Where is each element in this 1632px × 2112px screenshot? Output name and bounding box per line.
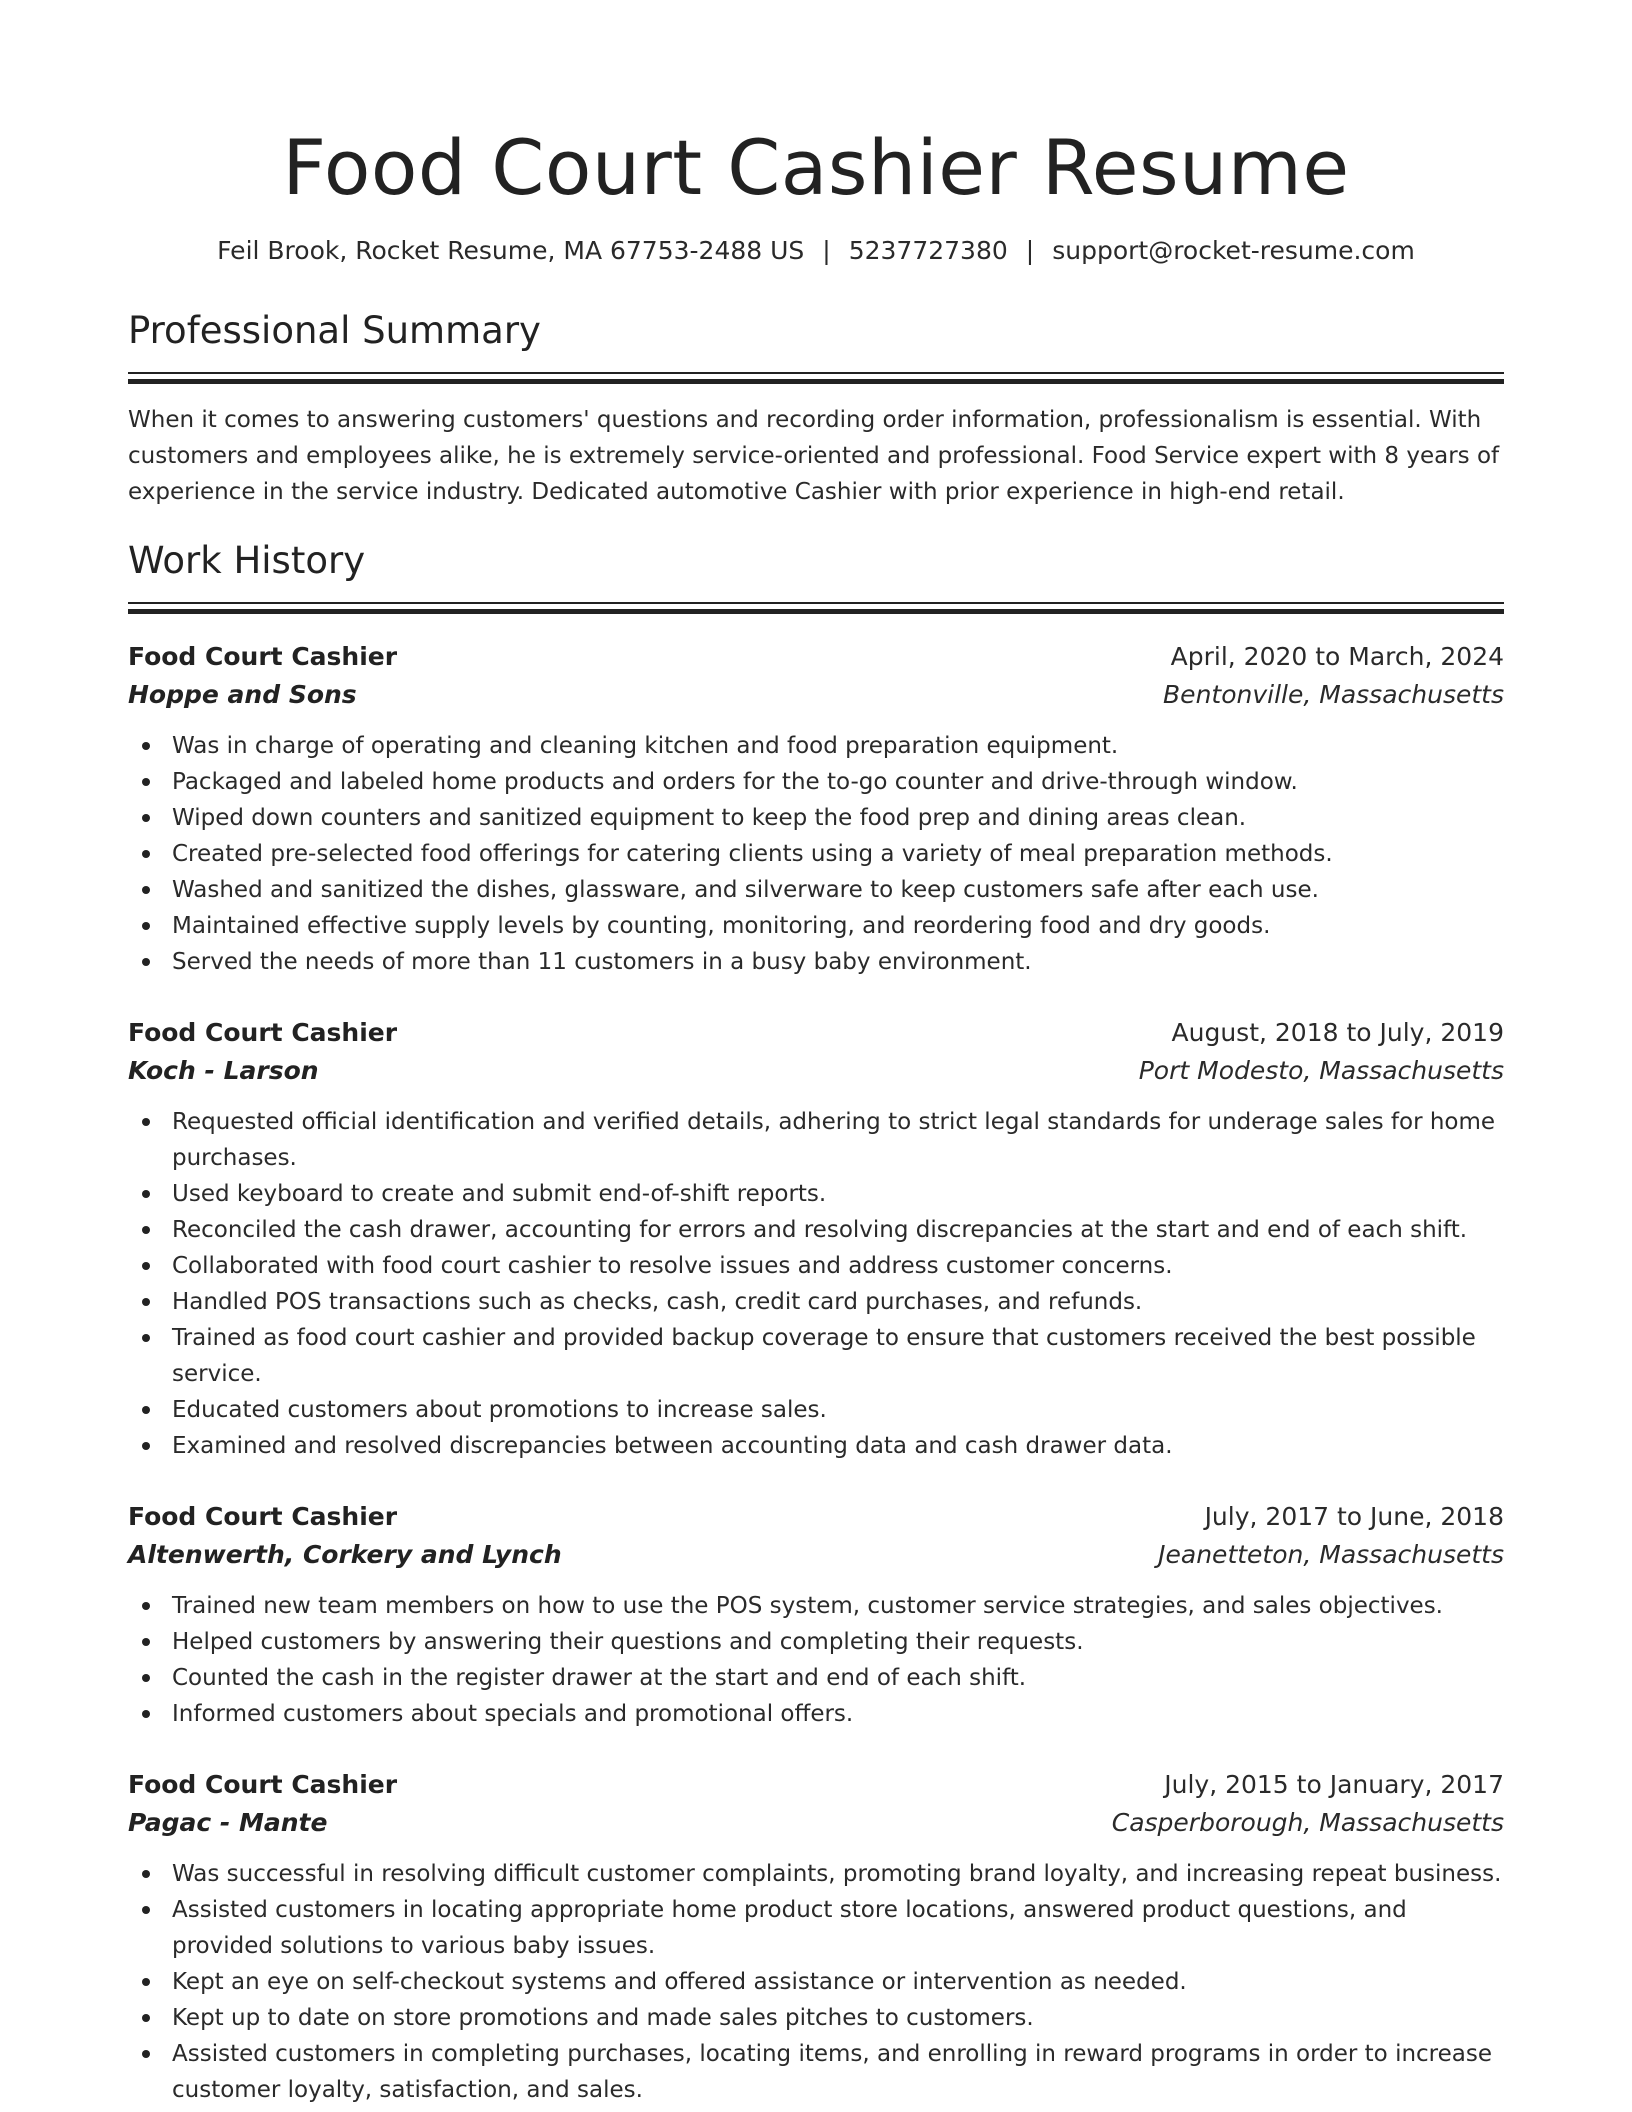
bullet-dot-icon	[142, 778, 150, 786]
professional-summary-section	[128, 308, 1504, 510]
job-bullet-item	[128, 1176, 1504, 1212]
job-company-row	[128, 1804, 1504, 1842]
job-bullet-item	[128, 800, 1504, 836]
job-company: Koch - Larson	[128, 1056, 319, 1085]
job-bullet-text: Requested official identification and verified details, adhering to strict legal standards for underage sales for home purchases.	[172, 1109, 1496, 1171]
job-bullet-text: Created pre-selected food offerings for catering clients using a variety of meal preparation methods.	[172, 841, 1333, 867]
job-list	[128, 638, 1504, 2108]
bullet-dot-icon	[142, 1870, 150, 1878]
contact-address: Feil Brook, Rocket Resume, MA 67753-2488 US	[217, 236, 805, 265]
job-header-row	[128, 1498, 1504, 1536]
job-company-row	[128, 1536, 1504, 1574]
job-bullet-item	[128, 1660, 1504, 1696]
bullet-dot-icon	[142, 1638, 150, 1646]
contact-email: support@rocket-resume.com	[1052, 236, 1415, 265]
section-heading-work: Work History	[128, 539, 366, 582]
job-company-row	[128, 1052, 1504, 1090]
job-bullet-item	[128, 1104, 1504, 1176]
bullet-dot-icon	[142, 1298, 150, 1306]
job-dates: July, 2015 to January, 2017	[1164, 1770, 1504, 1799]
job-bullet-text: Educated customers about promotions to increase sales.	[172, 1397, 827, 1423]
job-bullet-item	[128, 1892, 1504, 1964]
job-bullet-text: Used keyboard to create and submit end-of-shift reports.	[172, 1181, 827, 1207]
job-entry	[128, 1498, 1504, 1732]
bullet-dot-icon	[142, 1406, 150, 1414]
job-bullet-text: Was in charge of operating and cleaning kitchen and food preparation equipment.	[172, 733, 1119, 759]
job-bullet-item	[128, 2036, 1504, 2108]
bullet-dot-icon	[142, 2050, 150, 2058]
resume-title: Food Court Cashier Resume	[282, 123, 1350, 212]
job-bullet-item	[128, 1248, 1504, 1284]
job-bullet-item	[128, 944, 1504, 980]
job-company: Pagac - Mante	[128, 1808, 328, 1837]
contact-separator: |	[822, 236, 831, 265]
bullet-dot-icon	[142, 850, 150, 858]
bullet-dot-icon	[142, 1710, 150, 1718]
job-bullet-text: Helped customers by answering their questions and completing their requests.	[172, 1629, 1084, 1655]
job-bullet-text: Kept an eye on self-checkout systems and offered assistance or intervention as needed.	[172, 1969, 1187, 1995]
job-dates: April, 2020 to March, 2024	[1170, 642, 1504, 671]
job-bullet-item	[128, 1856, 1504, 1892]
job-bullet-text: Wiped down counters and sanitized equipment to keep the food prep and dining areas clean.	[172, 805, 1247, 831]
section-divider	[128, 372, 1504, 384]
job-company: Altenwerth, Corkery and Lynch	[128, 1540, 562, 1569]
job-bullet-item	[128, 872, 1504, 908]
bullet-dot-icon	[142, 742, 150, 750]
bullet-dot-icon	[142, 1906, 150, 1914]
job-bullet-text: Maintained effective supply levels by counting, monitoring, and reordering food and dry goods.	[172, 913, 1271, 939]
bullet-dot-icon	[142, 814, 150, 822]
job-bullet-text: Packaged and labeled home products and orders for the to-go counter and drive-through window.	[172, 769, 1298, 795]
job-entry	[128, 638, 1504, 980]
contact-line	[128, 234, 1504, 268]
job-bullet-list	[128, 1588, 1504, 1732]
job-bullet-item	[128, 836, 1504, 872]
bullet-dot-icon	[142, 1118, 150, 1126]
job-title: Food Court Cashier	[128, 1502, 398, 1531]
bullet-dot-icon	[142, 1190, 150, 1198]
bullet-dot-icon	[142, 1442, 150, 1450]
job-bullet-text: Counted the cash in the register drawer at the start and end of each shift.	[172, 1665, 1027, 1691]
job-bullet-text: Examined and resolved discrepancies between accounting data and cash drawer data.	[172, 1433, 1173, 1459]
job-dates: July, 2017 to June, 2018	[1204, 1502, 1504, 1531]
job-location: Bentonville, Massachusetts	[1163, 680, 1504, 709]
bullet-dot-icon	[142, 1978, 150, 1986]
bullet-dot-icon	[142, 1602, 150, 1610]
job-header-row	[128, 1014, 1504, 1052]
job-header-row	[128, 1766, 1504, 1804]
job-title: Food Court Cashier	[128, 1018, 398, 1047]
job-bullet-text: Was successful in resolving difficult customer complaints, promoting brand loyalty, and increasing repeat business.	[172, 1861, 1502, 1887]
job-bullet-item	[128, 728, 1504, 764]
job-bullet-item	[128, 1392, 1504, 1428]
job-dates: August, 2018 to July, 2019	[1171, 1018, 1504, 1047]
job-entry	[128, 1014, 1504, 1464]
job-bullet-item	[128, 1428, 1504, 1464]
bullet-dot-icon	[142, 1334, 150, 1342]
job-bullet-item	[128, 1624, 1504, 1660]
job-bullet-list	[128, 1104, 1504, 1464]
job-bullet-item	[128, 1696, 1504, 1732]
bullet-dot-icon	[142, 958, 150, 966]
job-bullet-item	[128, 908, 1504, 944]
job-bullet-text: Trained new team members on how to use the POS system, customer service strategies, and sales objectives.	[172, 1593, 1443, 1619]
work-history-section	[128, 538, 1504, 2108]
job-company-row	[128, 676, 1504, 714]
job-bullet-text: Kept up to date on store promotions and made sales pitches to customers.	[172, 2005, 1034, 2031]
job-bullet-text: Washed and sanitized the dishes, glassware, and silverware to keep customers safe after each use.	[172, 877, 1319, 903]
job-header-row	[128, 638, 1504, 676]
bullet-dot-icon	[142, 2014, 150, 2022]
job-title: Food Court Cashier	[128, 1770, 398, 1799]
job-bullet-text: Handled POS transactions such as checks, cash, credit card purchases, and refunds.	[172, 1289, 1143, 1315]
job-bullet-item	[128, 1320, 1504, 1392]
section-divider	[128, 602, 1504, 614]
job-bullet-text: Served the needs of more than 11 customers in a busy baby environment.	[172, 949, 1032, 975]
summary-paragraph: When it comes to answering customers' questions and recording order information, professionalism is essential. With customers and employees alike, he is extremely service-oriented and professional. Food Service expert with 8 years of experience in the service industry. Dedicated automotive Cashier with prior experience in high-end retail.	[128, 407, 1500, 505]
job-bullet-item	[128, 1964, 1504, 2000]
bullet-dot-icon	[142, 886, 150, 894]
job-bullet-list	[128, 728, 1504, 980]
job-bullet-text: Informed customers about specials and promotional offers.	[172, 1701, 854, 1727]
job-bullet-item	[128, 1212, 1504, 1248]
job-title: Food Court Cashier	[128, 642, 398, 671]
bullet-dot-icon	[142, 1674, 150, 1682]
job-bullet-item	[128, 764, 1504, 800]
contact-separator: |	[1025, 236, 1035, 265]
job-bullet-text: Collaborated with food court cashier to resolve issues and address customer concerns.	[172, 1253, 1173, 1279]
job-location: Casperborough, Massachusetts	[1111, 1808, 1504, 1837]
job-bullet-item	[128, 1588, 1504, 1624]
bullet-dot-icon	[142, 1226, 150, 1234]
job-bullet-item	[128, 1284, 1504, 1320]
job-bullet-text: Assisted customers in locating appropriate home product store locations, answered product questions, and provided solutions to various baby issues.	[172, 1897, 1407, 1959]
job-bullet-item	[128, 2000, 1504, 2036]
resume-page	[128, 0, 1504, 2108]
job-bullet-text: Reconciled the cash drawer, accounting for errors and resolving discrepancies at the start and end of each shift.	[172, 1217, 1468, 1243]
section-heading-summary: Professional Summary	[128, 309, 541, 352]
job-bullet-list	[128, 1856, 1504, 2108]
job-company: Hoppe and Sons	[128, 680, 357, 709]
job-entry	[128, 1766, 1504, 2108]
contact-phone: 5237727380	[848, 236, 1008, 265]
job-location: Jeanetteton, Massachusetts	[1158, 1540, 1504, 1569]
bullet-dot-icon	[142, 922, 150, 930]
job-bullet-text: Assisted customers in completing purchases, locating items, and enrolling in reward programs in order to increase customer loyalty, satisfaction, and sales.	[172, 2041, 1493, 2103]
job-location: Port Modesto, Massachusetts	[1138, 1056, 1504, 1085]
bullet-dot-icon	[142, 1262, 150, 1270]
job-bullet-text: Trained as food court cashier and provided backup coverage to ensure that customers received the best possible service.	[172, 1325, 1476, 1387]
